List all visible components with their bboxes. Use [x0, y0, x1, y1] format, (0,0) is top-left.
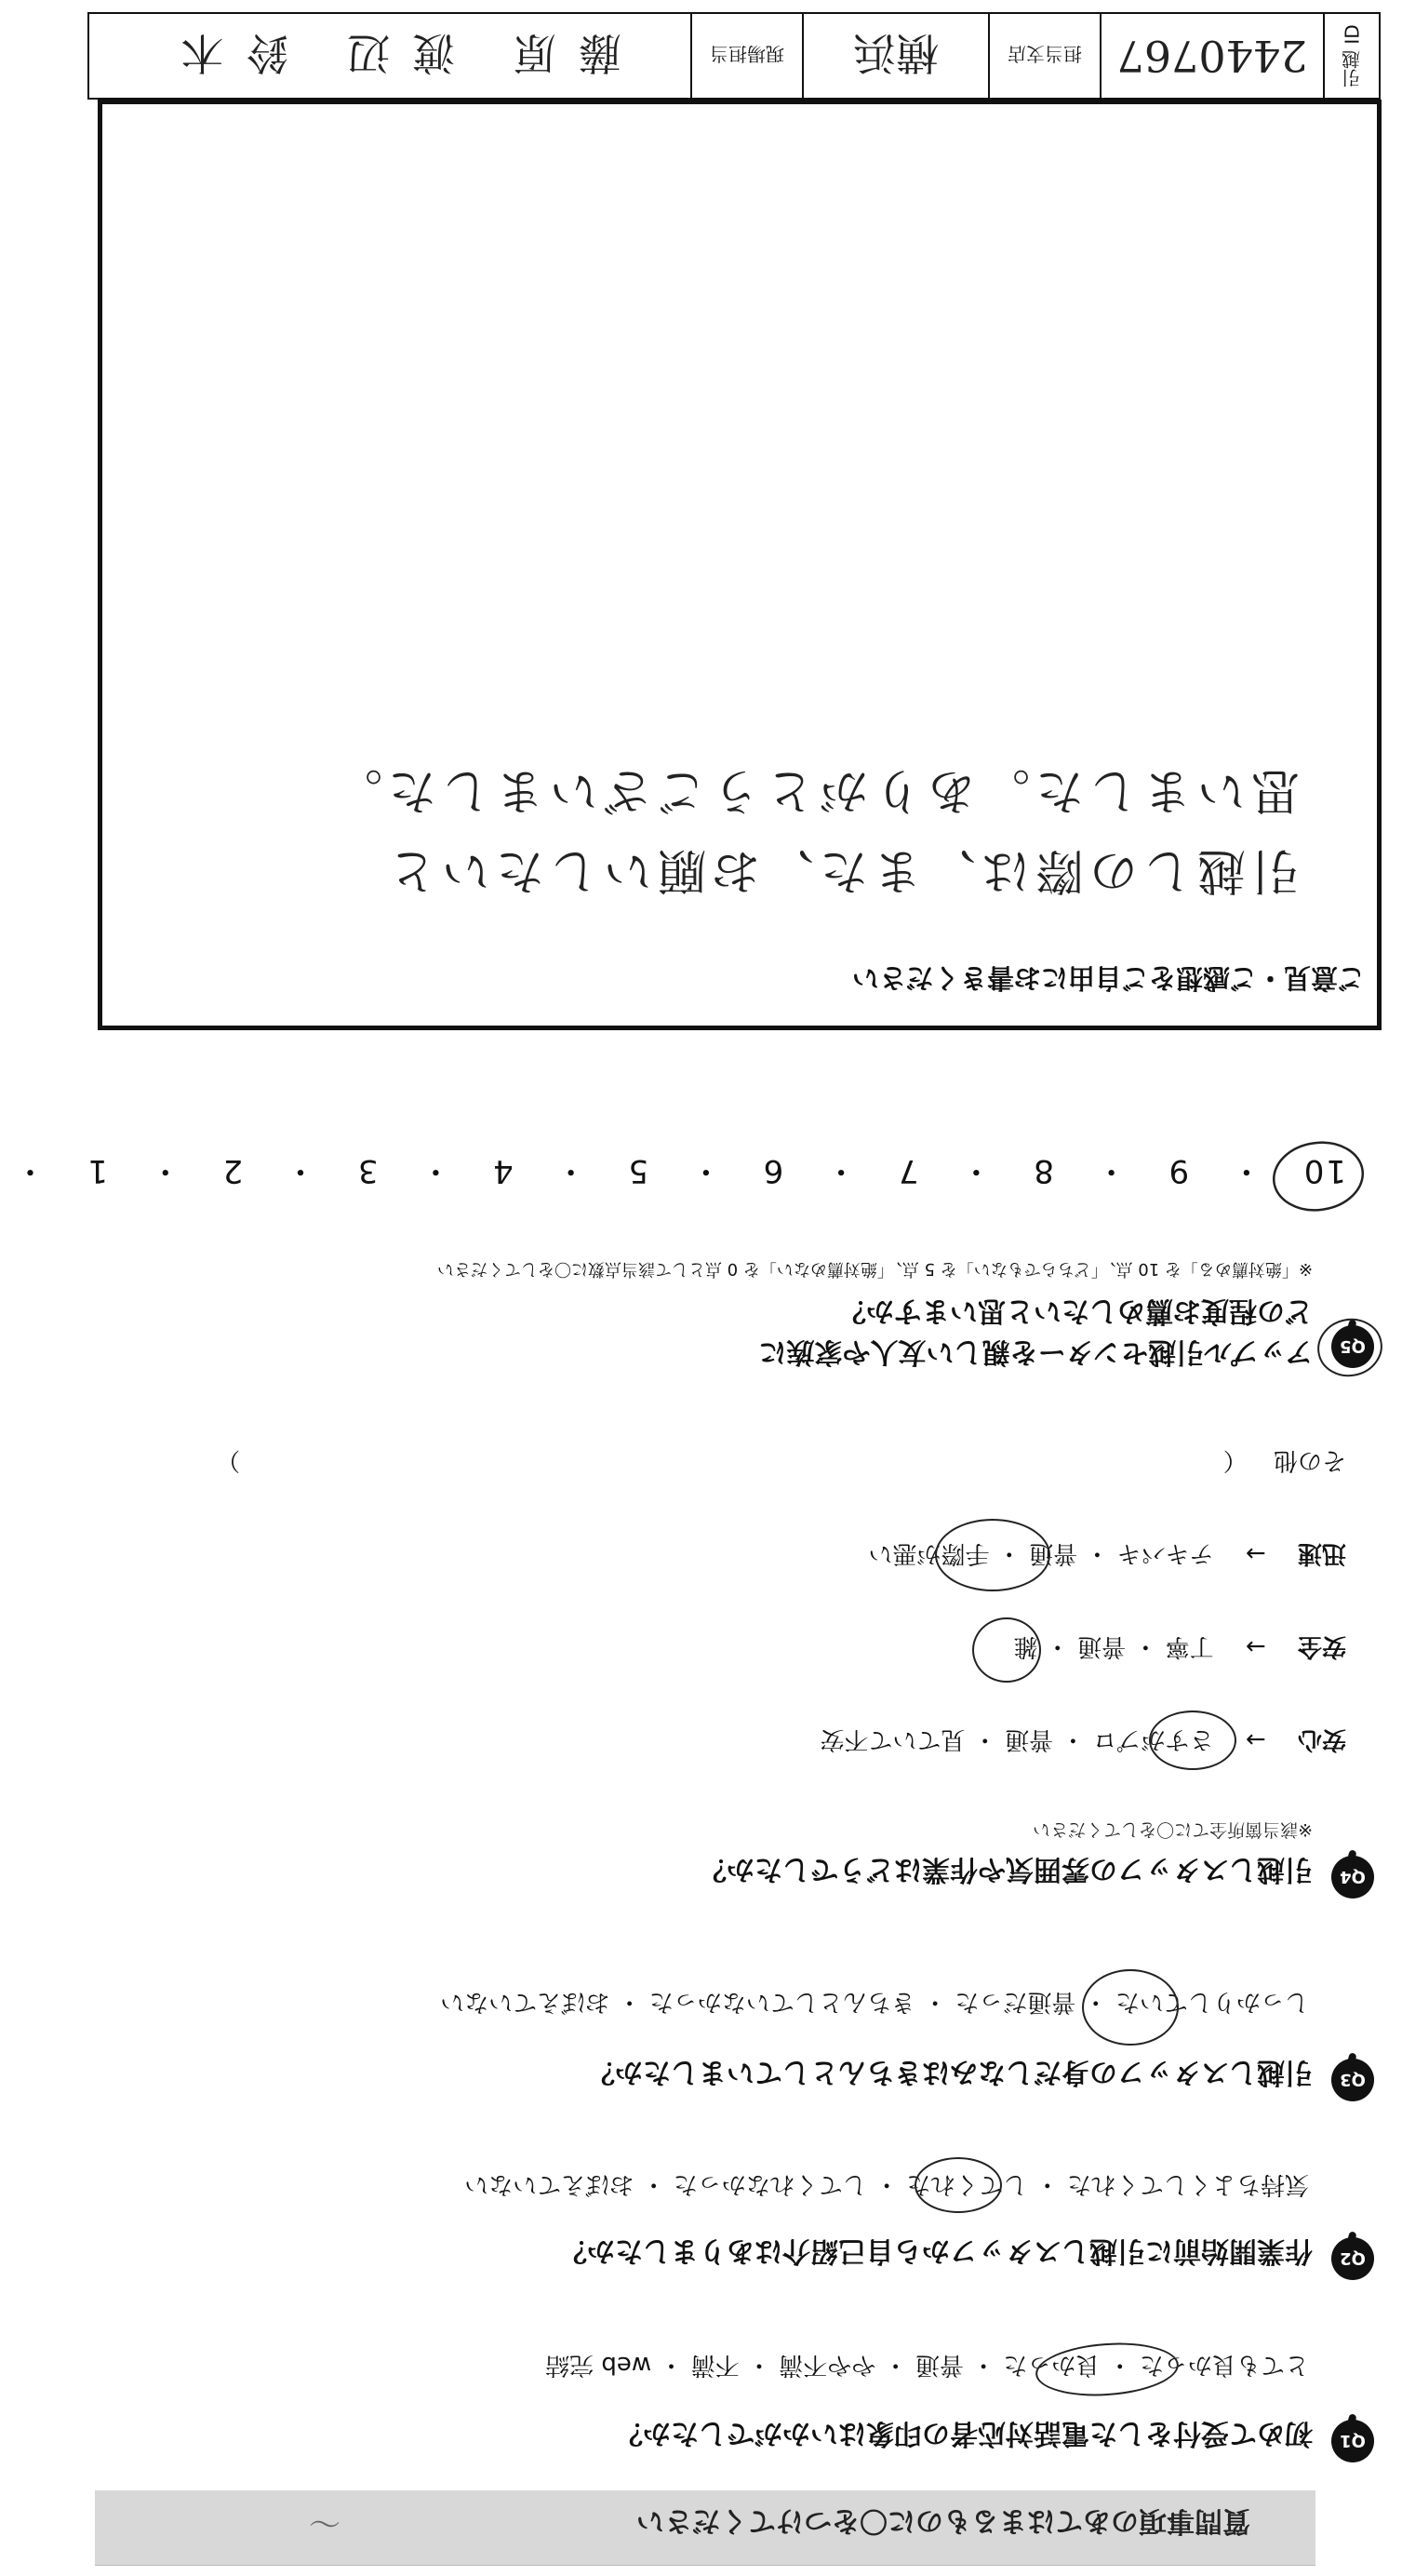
q1-selected-mark — [1034, 2339, 1181, 2401]
q5-score-4[interactable]: 4 — [491, 1152, 514, 1189]
q2-selected-mark — [915, 2157, 1002, 2213]
id-row — [87, 12, 1381, 100]
q5-selected-mark — [1264, 1132, 1367, 1215]
q5-question-line1: アップル引越センターを親しい友人や家族に — [758, 1335, 1313, 1368]
q4-other-label: その他 — [1273, 1446, 1346, 1474]
branch-label: 担当支店 — [1008, 43, 1082, 66]
q4-option[interactable]: 普通 — [1005, 1725, 1054, 1753]
q5-score-3[interactable]: 3 — [355, 1152, 379, 1189]
q1-option-5[interactable]: 不満 — [690, 2351, 740, 2379]
q3-question: 引越しスタッフの身だしなみはきちんとしていましたか？ — [587, 2056, 1313, 2088]
q5-score-6[interactable]: 6 — [761, 1152, 784, 1189]
staff-label: 現場担当 — [710, 43, 784, 66]
q4-jinsoku-selected-mark — [935, 1519, 1050, 1591]
staff-value-cell — [89, 14, 690, 98]
handwritten-comment-line1: 引越しの際は、また、お願いしたいと — [381, 842, 1300, 898]
q5-scale: 10 ・ 9 ・ 8 ・ 7 ・ 6 ・ 5 ・ 4 ・ 3 ・ 2 ・ 1 ・ — [12, 1152, 1346, 1189]
branch-value: 横浜 — [853, 28, 939, 78]
q4-option[interactable]: 見ていて不安 — [820, 1725, 966, 1753]
instruction-bar — [95, 2490, 1315, 2566]
q1-option-3[interactable]: 普通 — [915, 2351, 964, 2379]
q4-option[interactable]: 丁寧 — [1165, 1632, 1214, 1660]
q1-options: とても良かった ・ 良かった ・ 普通 ・ やや不満 ・ 不満 ・ web 完結 — [545, 2351, 1309, 2379]
q5-score-7[interactable]: 7 — [896, 1152, 919, 1189]
branch-label-cell — [988, 14, 1100, 98]
staff-label-cell — [690, 14, 802, 98]
q4-option[interactable]: 手際が悪い — [868, 1539, 990, 1567]
q4-row-label: 安心 — [1297, 1725, 1346, 1753]
handwritten-comment-line2: 思いました。ありがとうございました。 — [327, 762, 1300, 818]
q4-row-anzen: 安全 → 丁寧 ・ 普通 ・ 雑 — [1013, 1632, 1346, 1660]
q2-options: 気持ちよくしてくれた ・ してくれた ・ してくれなかった ・ おぼえていない — [464, 2170, 1309, 2198]
q5-score-2[interactable]: 2 — [220, 1152, 244, 1189]
q5-badge: Q5 — [1331, 1325, 1374, 1368]
q4-row-anshin: 安心 → さすがプロ ・ 普通 ・ 見ていて不安 — [820, 1725, 1346, 1753]
free-comment-title: ご意見・ご感想をご自由にお書きください — [851, 962, 1365, 994]
q1-option-6[interactable]: web 完結 — [545, 2351, 652, 2379]
id-label-cell — [1323, 14, 1379, 98]
q2-option-1[interactable]: 気持ちよくしてくれた — [1066, 2170, 1309, 2198]
arrow-right-icon: → — [1245, 1725, 1266, 1753]
q2-option-4[interactable]: おぼえていない — [464, 2170, 634, 2198]
id-value: 2440767 — [1116, 31, 1308, 81]
q4-badge: Q4 — [1331, 1856, 1374, 1898]
id-label: 引越 ID — [1341, 24, 1364, 87]
id-value-cell — [1100, 14, 1323, 98]
instruction-text: 質問事項のあてはまるものに〇をつけてください — [636, 2504, 1250, 2537]
q3-option-1[interactable]: しっかりしていた — [1115, 1988, 1309, 2016]
q2-question: 作業開始前に引越しスタッフから自己紹介はありましたか？ — [559, 2234, 1313, 2267]
q5-note: ※「絶対薦める」を 10 点、「どちらでもない」を 5 点、「絶対薦めない」を 0 点として該当点数に〇をしてください — [436, 1259, 1313, 1279]
q5-score-10[interactable]: 10 — [1302, 1152, 1346, 1189]
q3-badge: Q3 — [1331, 2059, 1374, 2101]
q4-other: その他 （ ） — [216, 1446, 1346, 1474]
q3-options: しっかりしていた ・ 普通だった ・ きちんとしていなかった ・ おぼえていない — [440, 1988, 1309, 2016]
q4-anzen-selected-mark — [972, 1617, 1041, 1683]
q4-row-label: 迅速 — [1297, 1539, 1346, 1567]
arrow-right-icon: → — [1245, 1632, 1266, 1660]
q2-option-3[interactable]: してくれなかった — [673, 2170, 867, 2198]
q5-score-9[interactable]: 9 — [1167, 1152, 1190, 1189]
q1-badge: Q1 — [1331, 2420, 1374, 2462]
q4-row-label: 安全 — [1297, 1632, 1346, 1660]
q2-option-2[interactable]: してくれた — [906, 2170, 1028, 2198]
q1-option-4[interactable]: やや不満 — [779, 2351, 876, 2379]
q4-option[interactable]: 普通 — [1029, 1539, 1078, 1567]
q4-option[interactable]: テキパキ — [1116, 1539, 1214, 1567]
q2-badge: Q2 — [1331, 2237, 1374, 2280]
q1-option-1[interactable]: とても良かった — [1139, 2351, 1309, 2379]
q5-score-1[interactable]: 1 — [86, 1152, 108, 1189]
branch-value-cell — [802, 14, 988, 98]
q4-note: ※該当箇所全てに〇をしてください — [1033, 1819, 1313, 1840]
q1-option-2[interactable]: 良かった — [1003, 2351, 1101, 2379]
q5-score-5[interactable]: 5 — [626, 1152, 649, 1189]
q4-option[interactable]: さすがプロ — [1092, 1725, 1214, 1753]
arrow-right-icon: → — [1245, 1539, 1266, 1567]
q3-option-2[interactable]: 普通だった — [955, 1988, 1076, 2016]
q5-badge-scribble — [1311, 1305, 1385, 1379]
q5-question-line2: どの程度お薦めしたいと思いますか？ — [838, 1295, 1313, 1327]
q3-option-3[interactable]: きちんとしていなかった — [648, 1988, 915, 2016]
q4-option[interactable]: 雑 — [1013, 1632, 1038, 1660]
q4-option[interactable]: 普通 — [1077, 1632, 1127, 1660]
q4-question: 引越しスタッフの雰囲気や作業はどうでしたか？ — [699, 1853, 1313, 1885]
q3-selected-mark — [1082, 1969, 1179, 2046]
q5-score-8[interactable]: 8 — [1032, 1152, 1054, 1189]
q1-question: 初めて受付をした電話対応者の印象はいかがでしたか？ — [615, 2417, 1313, 2449]
staff-value: 藤原 渡辺 鈴木 — [158, 28, 621, 78]
q4-row-jinsoku: 迅速 → テキパキ ・ 普通 ・ 手際が悪い — [868, 1539, 1346, 1567]
q3-option-4[interactable]: おぼえていない — [440, 1988, 610, 2016]
q4-anshin-selected-mark — [1149, 1711, 1236, 1770]
wave-ornament-icon: 〜 — [309, 2503, 340, 2541]
